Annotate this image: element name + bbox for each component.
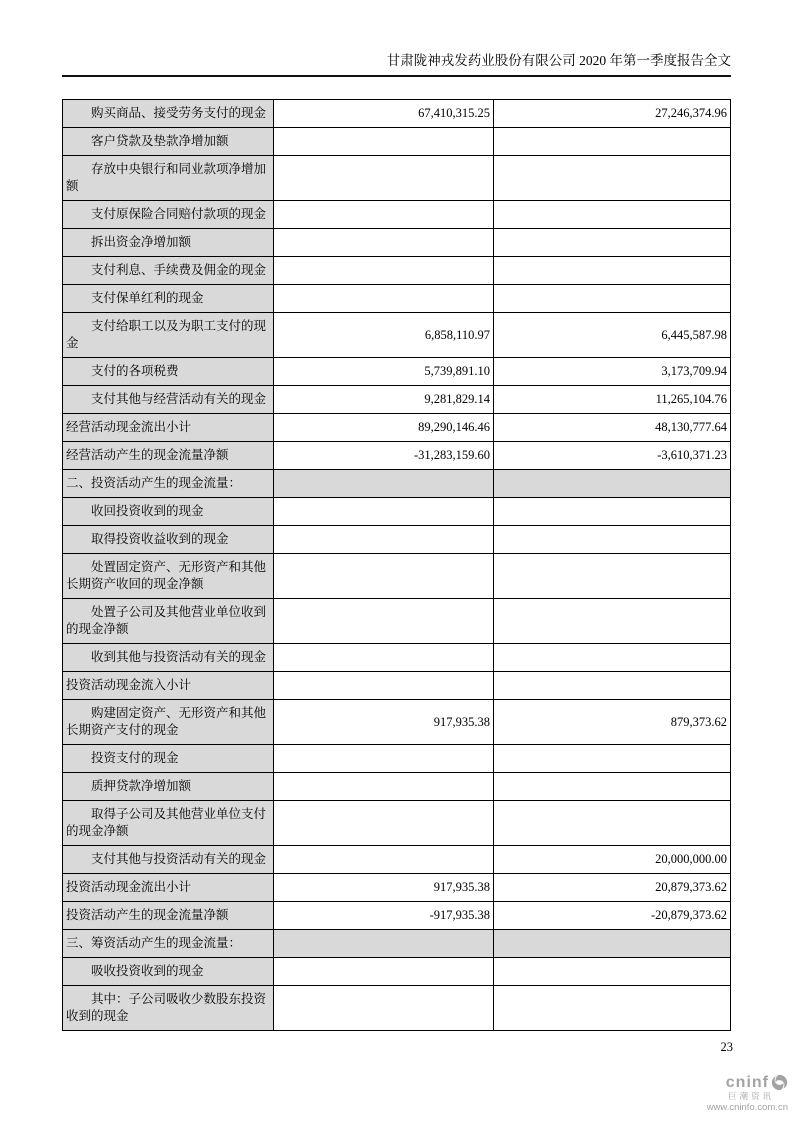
row-label: 处置子公司及其他营业单位收到的现金净额	[63, 599, 274, 644]
row-label: 吸收投资收到的现金	[63, 958, 274, 986]
table-row	[63, 313, 731, 358]
row-value-current-period: 6,858,110.97	[274, 313, 494, 358]
table-row	[63, 930, 731, 958]
row-value-current-period: 917,935.38	[274, 874, 494, 902]
cninfo-logo-row	[726, 1074, 788, 1091]
cash-flow-table	[62, 99, 731, 1031]
row-label: 处置固定资产、无形资产和其他长期资产收回的现金净额	[63, 554, 274, 599]
table-row	[63, 874, 731, 902]
row-label: 二、投资活动产生的现金流量：	[63, 470, 274, 498]
table-row	[63, 498, 731, 526]
row-value-prior-period: 20,000,000.00	[494, 846, 731, 874]
row-label: 质押贷款净增加额	[63, 773, 274, 801]
row-value-prior-period	[494, 285, 731, 313]
row-label: 取得投资收益收到的现金	[63, 526, 274, 554]
table-row	[63, 201, 731, 229]
table-row	[63, 229, 731, 257]
row-value-current-period	[274, 470, 494, 498]
report-header-title: 甘肃陇神戎发药业股份有限公司 2020 年第一季度报告全文	[386, 53, 731, 68]
table-row	[63, 672, 731, 700]
row-value-prior-period	[494, 644, 731, 672]
row-value-current-period	[274, 257, 494, 285]
row-label: 三、筹资活动产生的现金流量：	[63, 930, 274, 958]
row-value-current-period	[274, 156, 494, 201]
table-row	[63, 599, 731, 644]
table-row	[63, 414, 731, 442]
row-value-prior-period: 3,173,709.94	[494, 358, 731, 386]
table-row	[63, 526, 731, 554]
row-label: 购建固定资产、无形资产和其他长期资产支付的现金	[63, 700, 274, 745]
row-label: 支付其他与投资活动有关的现金	[63, 846, 274, 874]
row-label: 经营活动产生的现金流量净额	[63, 442, 274, 470]
table-row	[63, 846, 731, 874]
row-value-current-period: -31,283,159.60	[274, 442, 494, 470]
table-row	[63, 128, 731, 156]
row-value-prior-period	[494, 745, 731, 773]
row-value-current-period	[274, 672, 494, 700]
row-value-current-period	[274, 526, 494, 554]
row-value-prior-period	[494, 930, 731, 958]
row-label: 经营活动现金流出小计	[63, 414, 274, 442]
table-row	[63, 285, 731, 313]
cninfo-swirl-icon	[771, 1074, 788, 1091]
table-row	[63, 745, 731, 773]
row-value-prior-period: -3,610,371.23	[494, 442, 731, 470]
row-label: 支付利息、手续费及佣金的现金	[63, 257, 274, 285]
table-row	[63, 554, 731, 599]
table-row	[63, 958, 731, 986]
row-value-prior-period	[494, 672, 731, 700]
cninfo-logo	[707, 1074, 788, 1114]
row-value-prior-period	[494, 470, 731, 498]
cninfo-logo-chinese-name: 巨潮资讯	[727, 1091, 774, 1101]
row-value-prior-period	[494, 229, 731, 257]
row-label: 支付其他与经营活动有关的现金	[63, 386, 274, 414]
row-value-prior-period: 879,373.62	[494, 700, 731, 745]
row-value-prior-period	[494, 498, 731, 526]
cninfo-logo-url: www.cninfo.com.cn	[706, 1102, 788, 1113]
row-label: 其中：子公司吸收少数股东投资收到的现金	[63, 986, 274, 1031]
row-value-prior-period	[494, 156, 731, 201]
row-value-current-period	[274, 554, 494, 599]
row-value-current-period	[274, 986, 494, 1031]
table-row	[63, 358, 731, 386]
row-value-prior-period	[494, 958, 731, 986]
row-value-prior-period: 20,879,373.62	[494, 874, 731, 902]
table-row	[63, 257, 731, 285]
row-value-current-period	[274, 846, 494, 874]
row-value-current-period	[274, 801, 494, 846]
page-header	[62, 52, 731, 77]
row-value-current-period: 5,739,891.10	[274, 358, 494, 386]
table-row	[63, 442, 731, 470]
table-row	[63, 156, 731, 201]
row-value-current-period	[274, 498, 494, 526]
row-label: 支付给职工以及为职工支付的现金	[63, 313, 274, 358]
row-value-current-period: 9,281,829.14	[274, 386, 494, 414]
row-value-current-period	[274, 644, 494, 672]
table-row	[63, 986, 731, 1031]
row-value-prior-period	[494, 599, 731, 644]
table-row	[63, 644, 731, 672]
row-value-prior-period	[494, 986, 731, 1031]
row-value-current-period: 917,935.38	[274, 700, 494, 745]
row-value-prior-period: 11,265,104.76	[494, 386, 731, 414]
row-value-current-period	[274, 773, 494, 801]
row-label: 支付原保险合同赔付款项的现金	[63, 201, 274, 229]
row-label: 投资支付的现金	[63, 745, 274, 773]
row-label: 投资活动现金流入小计	[63, 672, 274, 700]
row-value-current-period	[274, 285, 494, 313]
row-label: 投资活动产生的现金流量净额	[63, 902, 274, 930]
table-row	[63, 773, 731, 801]
row-value-current-period	[274, 958, 494, 986]
cninfo-logo-text: cninf	[725, 1073, 769, 1091]
row-value-current-period	[274, 745, 494, 773]
row-label: 投资活动现金流出小计	[63, 874, 274, 902]
row-label: 支付的各项税费	[63, 358, 274, 386]
row-label: 存放中央银行和同业款项净增加额	[63, 156, 274, 201]
row-value-prior-period	[494, 257, 731, 285]
row-value-prior-period: 6,445,587.98	[494, 313, 731, 358]
row-value-current-period: 67,410,315.25	[274, 100, 494, 128]
table-row	[63, 386, 731, 414]
row-label: 客户贷款及垫款净增加额	[63, 128, 274, 156]
page-number: 23	[720, 1040, 733, 1054]
row-label: 支付保单红利的现金	[63, 285, 274, 313]
row-value-prior-period	[494, 801, 731, 846]
row-value-prior-period: 48,130,777.64	[494, 414, 731, 442]
row-value-prior-period	[494, 554, 731, 599]
table-row	[63, 700, 731, 745]
row-value-current-period	[274, 201, 494, 229]
row-value-current-period: -917,935.38	[274, 902, 494, 930]
cash-flow-table-body	[63, 100, 731, 1031]
table-row	[63, 801, 731, 846]
row-label: 拆出资金净增加额	[63, 229, 274, 257]
table-row	[63, 902, 731, 930]
row-label: 收到其他与投资活动有关的现金	[63, 644, 274, 672]
table-row	[63, 470, 731, 498]
row-value-current-period: 89,290,146.46	[274, 414, 494, 442]
row-value-current-period	[274, 599, 494, 644]
row-value-current-period	[274, 229, 494, 257]
table-row	[63, 100, 731, 128]
row-value-prior-period: -20,879,373.62	[494, 902, 731, 930]
row-value-prior-period	[494, 201, 731, 229]
row-label: 购买商品、接受劳务支付的现金	[63, 100, 274, 128]
row-value-current-period	[274, 930, 494, 958]
row-label: 收回投资收到的现金	[63, 498, 274, 526]
row-value-prior-period	[494, 128, 731, 156]
row-label: 取得子公司及其他营业单位支付的现金净额	[63, 801, 274, 846]
row-value-prior-period	[494, 526, 731, 554]
row-value-prior-period: 27,246,374.96	[494, 100, 731, 128]
row-value-prior-period	[494, 773, 731, 801]
row-value-current-period	[274, 128, 494, 156]
